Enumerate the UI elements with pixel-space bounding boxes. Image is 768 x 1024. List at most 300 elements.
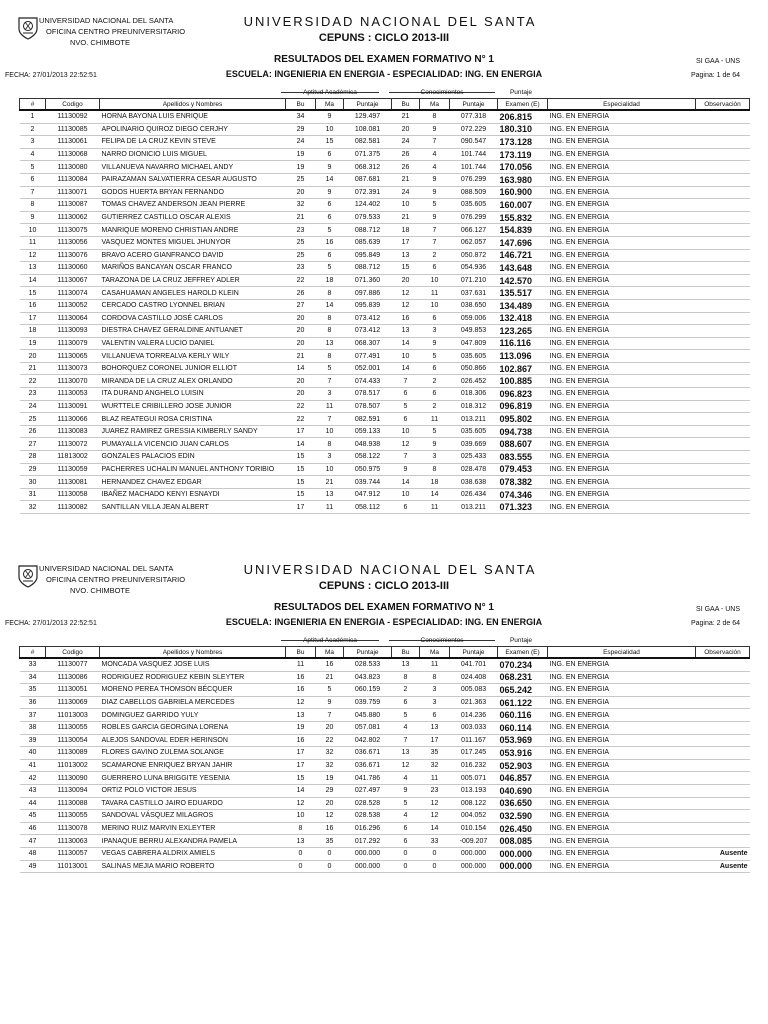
observation <box>696 325 750 338</box>
table-row <box>20 476 750 489</box>
student-code: 11130086 <box>46 671 100 684</box>
exam-score: 068.231 <box>498 671 548 684</box>
student-name: VILLANUEVA TORREALVA KERLY WILY <box>100 350 286 363</box>
specialty: ING. EN ENERGIA <box>548 451 696 464</box>
apt-bu: 14 <box>286 784 316 797</box>
con-ma: 17 <box>420 734 450 747</box>
exam-score: 147.696 <box>498 236 548 249</box>
con-bu: 14 <box>392 476 420 489</box>
specialty: ING. EN ENERGIA <box>548 110 696 123</box>
apt-ma: 16 <box>316 236 344 249</box>
col-header-observation: Observación <box>696 647 750 659</box>
apt-score: 058.112 <box>344 501 392 514</box>
exam-score: 155.832 <box>498 211 548 224</box>
student-name: FELIPA DE LA CRUZ KEVIN STEVE <box>100 136 286 149</box>
table-row <box>20 501 750 514</box>
apt-score: 078.507 <box>344 400 392 413</box>
apt-score: 028.528 <box>344 797 392 810</box>
con-bu: 9 <box>392 463 420 476</box>
apt-ma: 0 <box>316 847 344 860</box>
observation: Ausente <box>696 860 750 873</box>
con-score: 037.631 <box>450 287 498 300</box>
group-label-conocimientos: Conocimientos <box>420 89 464 96</box>
con-ma: 23 <box>420 784 450 797</box>
col-header-name: Apellidos y Nombres <box>100 99 286 111</box>
con-ma: 7 <box>420 224 450 237</box>
exam-score: 170.056 <box>498 161 548 174</box>
table-row <box>20 413 750 426</box>
student-name: ITA DURAND ANGHELO LUISIN <box>100 388 286 401</box>
student-code: 11130069 <box>46 696 100 709</box>
row-number: 43 <box>20 784 46 797</box>
exam-score: 163.980 <box>498 173 548 186</box>
student-code: 11130082 <box>46 501 100 514</box>
con-bu: 12 <box>392 759 420 772</box>
student-code: 11130064 <box>46 312 100 325</box>
observation <box>696 476 750 489</box>
row-number: 49 <box>20 860 46 873</box>
con-bu: 6 <box>392 835 420 848</box>
con-score: 014.236 <box>450 709 498 722</box>
specialty: ING. EN ENERGIA <box>548 488 696 501</box>
apt-score: 039.744 <box>344 476 392 489</box>
con-bu: 26 <box>392 161 420 174</box>
specialty: ING. EN ENERGIA <box>548 388 696 401</box>
con-ma: 3 <box>420 325 450 338</box>
exam-score: 096.819 <box>498 400 548 413</box>
row-number: 1 <box>20 110 46 123</box>
apt-score: 027.497 <box>344 784 392 797</box>
apt-bu: 22 <box>286 413 316 426</box>
city-name: NVO. CHIMBOTE <box>70 586 131 595</box>
con-score: 035.605 <box>450 425 498 438</box>
student-code: 11130060 <box>46 262 100 275</box>
student-name: PAIRAZAMAN SALVATIERRA CESAR AUGUSTO <box>100 173 286 186</box>
exam-score: 096.823 <box>498 388 548 401</box>
group-label-aptitud: Aptitud Académica <box>303 637 357 644</box>
specialty: ING. EN ENERGIA <box>548 438 696 451</box>
con-bu: 4 <box>392 721 420 734</box>
con-bu: 4 <box>392 810 420 823</box>
observation <box>696 747 750 760</box>
apt-bu: 20 <box>286 186 316 199</box>
col-header-code: Codigo <box>46 647 100 659</box>
col-header-apt-score: Puntaje <box>344 99 392 111</box>
con-ma: 14 <box>420 822 450 835</box>
apt-ma: 19 <box>316 772 344 785</box>
student-name: ORTIZ POLO VICTOR JESUS <box>100 784 286 797</box>
con-bu: 13 <box>392 325 420 338</box>
specialty: ING. EN ENERGIA <box>548 337 696 350</box>
con-ma: 18 <box>420 476 450 489</box>
apt-ma: 7 <box>316 709 344 722</box>
exam-score: 083.555 <box>498 451 548 464</box>
table-row <box>20 199 750 212</box>
observation <box>696 199 750 212</box>
con-score: 000.000 <box>450 847 498 860</box>
student-code: 11130059 <box>46 463 100 476</box>
con-ma: 11 <box>420 658 450 671</box>
col-header-specialty: Especialidad <box>548 99 696 111</box>
student-code: 11130066 <box>46 413 100 426</box>
row-number: 25 <box>20 413 46 426</box>
table-row <box>20 747 750 760</box>
apt-bu: 24 <box>286 136 316 149</box>
row-number: 8 <box>20 199 46 212</box>
table-row <box>20 236 750 249</box>
table-row <box>20 211 750 224</box>
row-number: 39 <box>20 734 46 747</box>
exam-score: 078.382 <box>498 476 548 489</box>
con-bu: 13 <box>392 249 420 262</box>
observation <box>696 236 750 249</box>
student-name: CASAHUAMAN ANGELES HAROLD KLEIN <box>100 287 286 300</box>
student-code: 11130056 <box>46 236 100 249</box>
student-name: APOLINARIO QUIROZ DIEGO CERJHY <box>100 123 286 136</box>
observation <box>696 136 750 149</box>
apt-bu: 0 <box>286 860 316 873</box>
exam-score: 100.885 <box>498 375 548 388</box>
apt-score: 017.292 <box>344 835 392 848</box>
observation <box>696 186 750 199</box>
apt-bu: 8 <box>286 822 316 835</box>
table-row <box>20 784 750 797</box>
col-header-number: # <box>20 647 46 659</box>
student-name: CERCADO CASTRO LYONNEL BRIAN <box>100 299 286 312</box>
apt-ma: 9 <box>316 696 344 709</box>
row-number: 32 <box>20 501 46 514</box>
row-number: 24 <box>20 400 46 413</box>
con-ma: 6 <box>420 362 450 375</box>
cycle-title: CEPUNS : CICLO 2013-III <box>318 32 450 44</box>
con-bu: 0 <box>392 860 420 873</box>
con-ma: 10 <box>420 274 450 287</box>
apt-score: 016.296 <box>344 822 392 835</box>
con-score: 041.701 <box>450 658 498 671</box>
student-code: 11130053 <box>46 388 100 401</box>
specialty: ING. EN ENERGIA <box>548 299 696 312</box>
observation <box>696 148 750 161</box>
apt-score: 042.802 <box>344 734 392 747</box>
student-code: 11130070 <box>46 375 100 388</box>
apt-ma: 13 <box>316 488 344 501</box>
student-code: 11130090 <box>46 772 100 785</box>
table-row <box>20 810 750 823</box>
row-number: 10 <box>20 224 46 237</box>
con-ma: 10 <box>420 299 450 312</box>
con-score: 038.638 <box>450 476 498 489</box>
col-header-number: # <box>20 99 46 111</box>
col-header-apt-ma: Ma <box>316 99 344 111</box>
table-row <box>20 274 750 287</box>
student-code: 11130073 <box>46 362 100 375</box>
table-row <box>20 224 750 237</box>
con-ma: 3 <box>420 696 450 709</box>
specialty: ING. EN ENERGIA <box>548 810 696 823</box>
observation <box>696 835 750 848</box>
exam-score: 113.096 <box>498 350 548 363</box>
apt-ma: 35 <box>316 835 344 848</box>
con-ma: 3 <box>420 451 450 464</box>
apt-bu: 14 <box>286 438 316 451</box>
exam-title: RESULTADOS DEL EXAMEN FORMATIVO N° 1 <box>274 602 494 613</box>
con-bu: 12 <box>392 287 420 300</box>
apt-score: 088.712 <box>344 224 392 237</box>
exam-score: 036.650 <box>498 797 548 810</box>
con-ma: 9 <box>420 173 450 186</box>
exam-score: 065.242 <box>498 684 548 697</box>
apt-score: 036.671 <box>344 747 392 760</box>
con-ma: 11 <box>420 501 450 514</box>
results-body <box>20 658 750 873</box>
table-row <box>20 148 750 161</box>
row-number: 23 <box>20 388 46 401</box>
observation <box>696 173 750 186</box>
apt-ma: 6 <box>316 148 344 161</box>
specialty: ING. EN ENERGIA <box>548 822 696 835</box>
apt-ma: 22 <box>316 734 344 747</box>
con-bu: 6 <box>392 822 420 835</box>
apt-ma: 8 <box>316 325 344 338</box>
observation <box>696 312 750 325</box>
con-score: -009.207 <box>450 835 498 848</box>
student-name: WURTTELE CRIBILLERO JOSE JUNIOR <box>100 400 286 413</box>
city-name: NVO. CHIMBOTE <box>70 38 131 47</box>
student-name: BLAZ REATEGUI ROSA CRISTINA <box>100 413 286 426</box>
row-number: 22 <box>20 375 46 388</box>
student-name: GUTIERREZ CASTILLO OSCAR ALEXIS <box>100 211 286 224</box>
col-header-name: Apellidos y Nombres <box>100 647 286 659</box>
apt-score: 028.533 <box>344 658 392 671</box>
exam-score: 000.000 <box>498 847 548 860</box>
specialty: ING. EN ENERGIA <box>548 262 696 275</box>
apt-score: 041.786 <box>344 772 392 785</box>
con-score: 008.122 <box>450 797 498 810</box>
apt-bu: 17 <box>286 425 316 438</box>
student-code: 11130057 <box>46 847 100 860</box>
row-number: 12 <box>20 249 46 262</box>
con-ma: 8 <box>420 463 450 476</box>
apt-bu: 16 <box>286 671 316 684</box>
row-number: 9 <box>20 211 46 224</box>
apt-ma: 3 <box>316 451 344 464</box>
student-code: 11013003 <box>46 709 100 722</box>
apt-score: 043.823 <box>344 671 392 684</box>
con-score: 050.872 <box>450 249 498 262</box>
student-code: 11130075 <box>46 224 100 237</box>
specialty: ING. EN ENERGIA <box>548 287 696 300</box>
student-name: TARAZONA DE LA CRUZ JEFFREY ADLER <box>100 274 286 287</box>
apt-ma: 14 <box>316 299 344 312</box>
school-line: ESCUELA: INGENIERIA EN ENERGIA - ESPECIALIDAD: ING. EN ENERGIA <box>225 69 543 79</box>
row-number: 15 <box>20 287 46 300</box>
exam-score: 008.085 <box>498 835 548 848</box>
con-bu: 6 <box>392 696 420 709</box>
col-header-apt-bu: Bu <box>286 99 316 111</box>
table-row <box>20 362 750 375</box>
student-code: 11130085 <box>46 123 100 136</box>
con-bu: 0 <box>392 847 420 860</box>
student-code: 11130063 <box>46 835 100 848</box>
table-row <box>20 671 750 684</box>
apt-score: 078.517 <box>344 388 392 401</box>
observation <box>696 249 750 262</box>
student-name: MORENO PEREA THOMSON BÉCQUER <box>100 684 286 697</box>
student-code: 11130076 <box>46 249 100 262</box>
apt-score: 072.391 <box>344 186 392 199</box>
page-header <box>0 8 768 112</box>
row-number: 14 <box>20 274 46 287</box>
con-ma: 13 <box>420 721 450 734</box>
row-number: 20 <box>20 350 46 363</box>
con-ma: 9 <box>420 337 450 350</box>
table-row <box>20 451 750 464</box>
apt-bu: 29 <box>286 123 316 136</box>
apt-bu: 20 <box>286 388 316 401</box>
observation <box>696 438 750 451</box>
apt-score: 045.880 <box>344 709 392 722</box>
specialty: ING. EN ENERGIA <box>548 709 696 722</box>
student-code: 11813002 <box>46 451 100 464</box>
apt-bu: 17 <box>286 747 316 760</box>
con-score: 101.744 <box>450 148 498 161</box>
apt-score: 036.671 <box>344 759 392 772</box>
observation <box>696 822 750 835</box>
row-number: 5 <box>20 161 46 174</box>
specialty: ING. EN ENERGIA <box>548 375 696 388</box>
con-score: 101.744 <box>450 161 498 174</box>
con-bu: 24 <box>392 136 420 149</box>
table-row <box>20 759 750 772</box>
row-number: 27 <box>20 438 46 451</box>
con-bu: 7 <box>392 734 420 747</box>
specialty: ING. EN ENERGIA <box>548 684 696 697</box>
con-bu: 9 <box>392 784 420 797</box>
con-score: 035.605 <box>450 199 498 212</box>
table-row <box>20 425 750 438</box>
student-name: BOHORQUEZ CORONEL JUNIOR ELLIOT <box>100 362 286 375</box>
con-ma: 9 <box>420 211 450 224</box>
con-ma: 32 <box>420 759 450 772</box>
apt-ma: 9 <box>316 161 344 174</box>
school-line: ESCUELA: INGENIERIA EN ENERGIA - ESPECIALIDAD: ING. EN ENERGIA <box>225 617 543 627</box>
con-bu: 21 <box>392 173 420 186</box>
apt-ma: 7 <box>316 413 344 426</box>
con-bu: 26 <box>392 148 420 161</box>
exam-score: 143.648 <box>498 262 548 275</box>
apt-ma: 29 <box>316 784 344 797</box>
con-score: 047.809 <box>450 337 498 350</box>
observation <box>696 671 750 684</box>
con-ma: 6 <box>420 709 450 722</box>
apt-ma: 11 <box>316 400 344 413</box>
specialty: ING. EN ENERGIA <box>548 161 696 174</box>
specialty: ING. EN ENERGIA <box>548 199 696 212</box>
con-bu: 18 <box>392 224 420 237</box>
apt-ma: 32 <box>316 759 344 772</box>
student-code: 11130058 <box>46 488 100 501</box>
student-name: SANTILLAN VILLA JEAN ALBERT <box>100 501 286 514</box>
apt-ma: 3 <box>316 388 344 401</box>
con-ma: 12 <box>420 810 450 823</box>
student-name: MONCADA VASQUEZ JOSE LUIS <box>100 658 286 671</box>
specialty: ING. EN ENERGIA <box>548 362 696 375</box>
apt-bu: 19 <box>286 721 316 734</box>
con-ma: 5 <box>420 199 450 212</box>
row-number: 19 <box>20 337 46 350</box>
col-header-con-score: Puntaje <box>450 647 498 659</box>
student-code: 11130084 <box>46 173 100 186</box>
specialty: ING. EN ENERGIA <box>548 173 696 186</box>
exam-score: 132.418 <box>498 312 548 325</box>
apt-ma: 9 <box>316 110 344 123</box>
col-header-apt-bu: Bu <box>286 647 316 659</box>
con-ma: 2 <box>420 375 450 388</box>
con-ma: 6 <box>420 312 450 325</box>
student-name: VALENTIN VALERA LUCIO DANIEL <box>100 337 286 350</box>
specialty: ING. EN ENERGIA <box>548 759 696 772</box>
apt-ma: 12 <box>316 810 344 823</box>
student-code: 11130062 <box>46 211 100 224</box>
col-header-exam: Examen (E) <box>498 647 548 659</box>
apt-bu: 26 <box>286 287 316 300</box>
apt-score: 071.375 <box>344 148 392 161</box>
specialty: ING. EN ENERGIA <box>548 747 696 760</box>
apt-bu: 27 <box>286 299 316 312</box>
apt-bu: 34 <box>286 110 316 123</box>
apt-ma: 14 <box>316 173 344 186</box>
con-score: 050.866 <box>450 362 498 375</box>
row-number: 40 <box>20 747 46 760</box>
report-date: FECHA: 27/01/2013 22:52:51 <box>5 72 97 79</box>
apt-score: 129.497 <box>344 110 392 123</box>
student-name: SCAMARONE ENRIQUEZ BRYAN JAHIR <box>100 759 286 772</box>
col-header-apt-score: Puntaje <box>344 647 392 659</box>
student-name: ALEJOS SANDOVAL EDER HERINSON <box>100 734 286 747</box>
con-bu: 5 <box>392 709 420 722</box>
student-name: TAVARA CASTILLO JAIRO EDUARDO <box>100 797 286 810</box>
report-page-1 <box>0 8 768 513</box>
table-row <box>20 287 750 300</box>
apt-score: 057.081 <box>344 721 392 734</box>
university-title: UNIVERSIDAD NACIONAL DEL SANTA <box>243 562 537 577</box>
apt-ma: 8 <box>316 350 344 363</box>
table-row <box>20 696 750 709</box>
apt-ma: 8 <box>316 287 344 300</box>
apt-ma: 20 <box>316 797 344 810</box>
row-number: 44 <box>20 797 46 810</box>
con-ma: 8 <box>420 671 450 684</box>
con-ma: 3 <box>420 684 450 697</box>
exam-score: 134.489 <box>498 299 548 312</box>
table-row <box>20 173 750 186</box>
specialty: ING. EN ENERGIA <box>548 400 696 413</box>
specialty: ING. EN ENERGIA <box>548 835 696 848</box>
exam-score: 160.007 <box>498 199 548 212</box>
row-number: 11 <box>20 236 46 249</box>
university-title: UNIVERSIDAD NACIONAL DEL SANTA <box>243 14 537 29</box>
apt-ma: 21 <box>316 671 344 684</box>
apt-score: 039.759 <box>344 696 392 709</box>
observation <box>696 797 750 810</box>
row-number: 35 <box>20 684 46 697</box>
row-number: 38 <box>20 721 46 734</box>
con-score: 016.232 <box>450 759 498 772</box>
table-header-row <box>20 647 750 659</box>
exam-score: 173.128 <box>498 136 548 149</box>
apt-bu: 16 <box>286 734 316 747</box>
office-name: OFICINA CENTRO PREUNIVERSITARIO <box>46 575 186 584</box>
